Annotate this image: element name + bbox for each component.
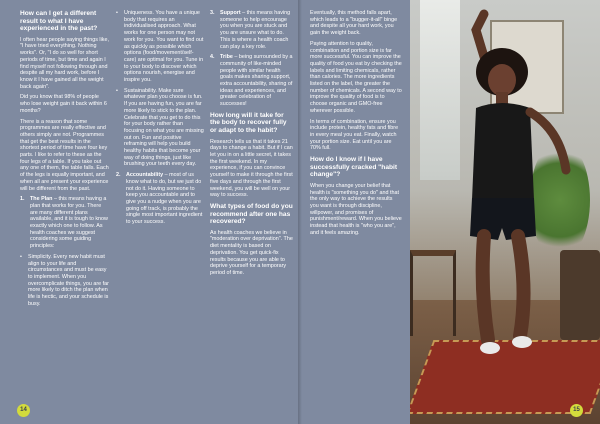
page-gutter — [298, 0, 302, 424]
column-1 — [20, 10, 110, 312]
food-paragraph: As health coaches we believe in "moderation over deprivation". The diet mentality is based on deprivation. You get quick-fix results because you are able to deprive yourself for a temporary period of time. — [210, 229, 293, 276]
table-legs-list-right — [210, 10, 294, 108]
heading-different-result: How can I get a different result to what I have experienced in the past? — [20, 10, 98, 33]
bullet-uniqueness: • Uniqueness. You have a unique body that requires an individualised approach. What works for one person may not work for you. You want to find out as quickly as possible which options (food/movement/self-care) are optimal for you. Tune in to your body to discover which options nourish, energise and inspire you. — [116, 10, 204, 84]
bullet-sustainability: • Sustainability. Make sure whatever plan you choose is fun. If you are having fun, you are far more likely to stick to the plan. Celebrate that you get to do this for your body rather than focusing on what you are missing out on. Fun and positive reframing will help you build healthy habits that become your way of doing things, just like brushing your teeth every day. — [116, 88, 204, 168]
list-item-label: Tribe — [220, 54, 233, 61]
list-item-text: – most of us know what to do, but we just do not do it. Having someone to keep you accountable and to give you a nudge when you are going off track, is probably the single most important ingredient to your success. — [126, 172, 203, 226]
programme-paragraph: There is a reason that some programmes are really effective and others simply are not. Programmes that get the best results in the shortest period of time have four key parts. I like to refer to these as the four legs of a table. If you take out any one of them, the table falls. Each of the legs is equally important, and when all are present your experience will be different from the past. — [20, 118, 109, 192]
list-item-number: 2. — [116, 172, 121, 179]
list-item-label: Accountability — [126, 172, 164, 179]
list-item-text: – this means having a plan that works for you. There are many different plans available, and it is tough to know exactly which one to follow. As health coaches we suggest considering some guiding principles: — [30, 196, 108, 250]
list-item-tribe — [210, 54, 294, 108]
heading-habit-cracked: How do I know if I have successfully cracked "habit change"? — [310, 156, 398, 179]
heading-food-recommend: What types of food do you recommend after one has recovered? — [210, 202, 293, 226]
principles-list-part2 — [116, 10, 204, 168]
list-item-accountability — [116, 172, 204, 226]
principles-list-part1 — [20, 254, 110, 308]
heading-habit-recovery: How long will it take for the body to recover fully or adapt to the habit? — [210, 111, 287, 135]
list-item-number: 4. — [210, 54, 215, 61]
stat-paragraph: Did you know that 98% of people who lose weight gain it back within 6 months? — [20, 94, 107, 114]
list-item-text: – this means having someone to help encourage you when you are stuck and you are unsure what to do. This is where a health coach can play a key role. — [220, 10, 291, 50]
page-number-right: 15 — [570, 404, 583, 417]
quality-paragraph: Paying attention to quality, combination and portion size is far more successful. You can improve the quality of food you eat by checking the labels and limiting chemicals, rather than calories. The more ingredients listed on the label, the greater the number of chemicals. A second way to improve the quality of food is to choose organic and GMO-free wherever possible. — [310, 40, 402, 114]
list-item-plan — [20, 196, 110, 250]
eventually-paragraph: Eventually, this method falls apart, which leads to a "bugger-it-all" binge and despite all your hard work, you gain the weight back. — [310, 10, 398, 37]
table-legs-list-left — [20, 196, 110, 250]
list-item-number: 3. — [210, 10, 215, 16]
list-item-number: 1. — [20, 196, 25, 203]
column-2 — [116, 10, 204, 230]
list-item-text: – being surrounded by a community of like-minded people with similar health goals makes sharing support, extra accountability, sharing of ideas and experiences, and greater celebration of successes! — [220, 54, 293, 108]
table-legs-list-accountability — [116, 172, 204, 226]
list-item-support — [210, 10, 294, 50]
woman-celebrating-photo — [410, 0, 600, 424]
cracked-paragraph: When you change your belief that health is "something you do" and that the only way to achieve the results you want is through discipline, willpower, and promises of punishment/reward. When you believe instead that health is "who you are", and it feels amazing. — [310, 182, 402, 236]
list-item-label: Support — [220, 10, 241, 16]
woman-figure — [410, 0, 600, 424]
bullet-simplicity: • Simplicity. Every new habit must align to your life and circumstances and must be easy to implement. When you overcomplicate things, you are far more likely to ditch the plan when life is hectic, and your schedule is busy. — [20, 254, 110, 308]
habit-paragraph: Research tells us that it takes 21 days to change a habit. But if I can let you in on a little secret, it takes the first weekend. In my experience, if you can convince yourself to make it through the first five days and through the first weekend, you will be well on your way to success. — [210, 138, 293, 199]
list-item-label: The Plan — [30, 196, 53, 203]
combination-paragraph: In terms of combination, ensure you include protein, healthy fats and fibre in every meal you eat. Finally, watch your portion size. Eat until you are 70% full. — [310, 118, 399, 152]
column-3 — [210, 10, 294, 281]
intro-paragraph: I often hear people saying things like, "I have tried everything. Nothing works". Or, "I do so well for short periods of time, but time and again I find myself not following through and despite all my hard work, before I know it I have gained all the weight back again". — [20, 36, 110, 90]
page-number-left: 14 — [17, 404, 30, 417]
column-4 — [310, 10, 402, 240]
